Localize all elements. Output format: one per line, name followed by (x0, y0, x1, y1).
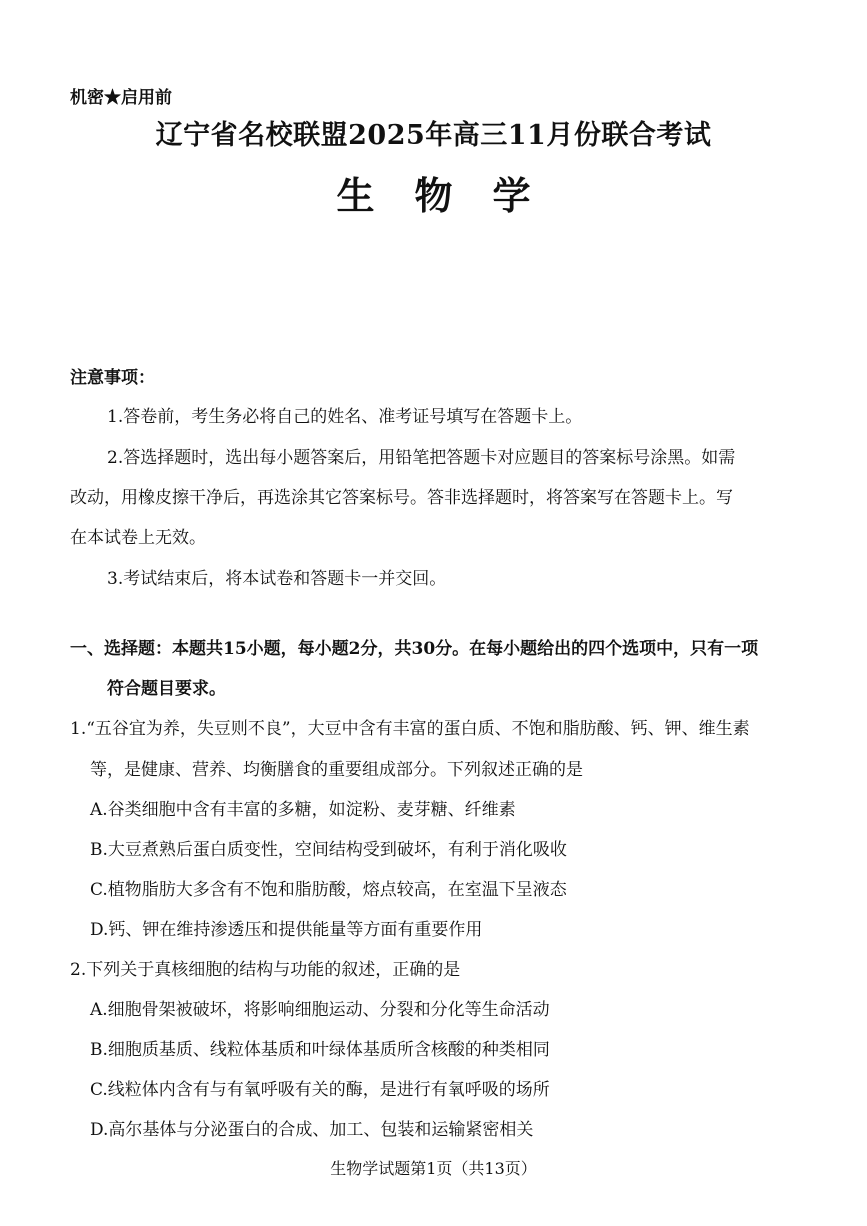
subject-title: 生物学 (336, 173, 571, 218)
section-intro-line-2: 符合题目要求。 (107, 679, 226, 699)
question-2-stem: 2.下列关于真核细胞的结构与功能的叙述，正确的是 (70, 960, 461, 980)
question-1-stem-line-1: 1.“五谷宜为养，失豆则不良”，大豆中含有丰富的蛋白质、不饱和脂肪酸、钙、钾、维生素 (70, 719, 750, 739)
exam-title: 辽宁省名校联盟2025年高三11月份联合考试 (155, 120, 712, 151)
question-1-option-b: B.大豆煮熟后蛋白质变性，空间结构受到破坏，有利于消化吸收 (90, 840, 567, 860)
secret-label: 机密★启用前 (70, 88, 172, 108)
question-1-option-a: A.谷类细胞中含有丰富的多糖，如淀粉、麦芽糖、纤维素 (90, 800, 516, 820)
question-1-option-c: C.植物脂肪大多含有不饱和脂肪酸，熔点较高，在室温下呈液态 (90, 880, 567, 900)
page-footer: 生物学试题第1页（共13页） (330, 1159, 537, 1178)
notice-item-2-line-3: 在本试卷上无效。 (70, 528, 206, 548)
question-2-option-a: A.细胞骨架被破坏，将影响细胞运动、分裂和分化等生命活动 (90, 1000, 550, 1020)
question-1-option-d: D.钙、钾在维持渗透压和提供能量等方面有重要作用 (90, 920, 483, 940)
notice-item-3: 3.考试结束后，将本试卷和答题卡一并交回。 (107, 569, 447, 589)
question-1-stem-line-2: 等，是健康、营养、均衡膳食的重要组成部分。下列叙述正确的是 (90, 760, 583, 780)
notice-item-2-line-1: 2.答选择题时，选出每小题答案后，用铅笔把答题卡对应题目的答案标号涂黑。如需 (107, 448, 736, 468)
question-2-option-c: C.线粒体内含有与有氧呼吸有关的酶，是进行有氧呼吸的场所 (90, 1080, 550, 1100)
notice-item-2-line-2: 改动，用橡皮擦干净后，再选涂其它答案标号。答非选择题时，将答案写在答题卡上。写 (70, 488, 733, 508)
question-2-option-d: D.高尔基体与分泌蛋白的合成、加工、包装和运输紧密相关 (90, 1120, 534, 1140)
question-2-option-b: B.细胞质基质、线粒体基质和叶绿体基质所含核酸的种类相同 (90, 1040, 550, 1060)
section-intro-line-1: 一、选择题：本题共15小题，每小题2分，共30分。在每小题给出的四个选项中，只有一项 (70, 639, 759, 659)
notice-heading: 注意事项： (70, 368, 155, 388)
notice-item-1: 1.答卷前，考生务必将自己的姓名、准考证号填写在答题卡上。 (107, 407, 583, 427)
